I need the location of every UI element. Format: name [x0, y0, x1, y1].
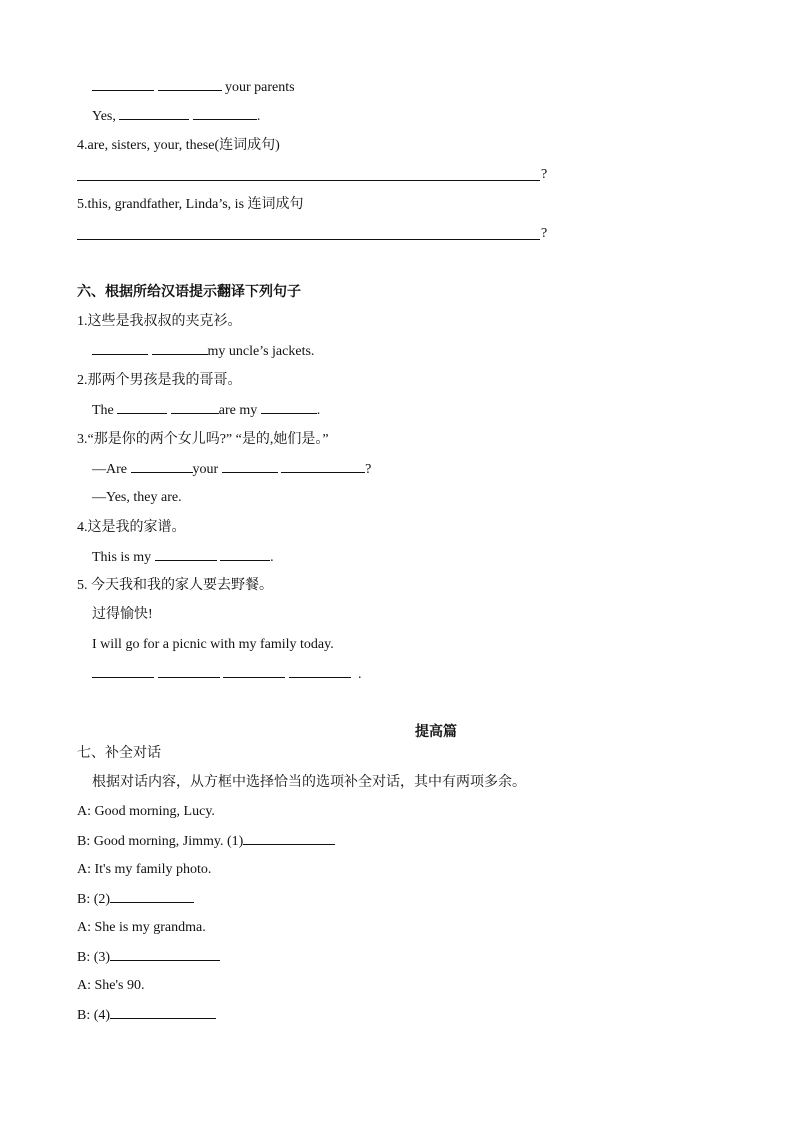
s6-item4-en: This is my .: [92, 550, 274, 565]
dialog-text: B: (2): [77, 892, 111, 907]
s6-item3-end: ?: [365, 462, 372, 477]
blank[interactable]: [131, 460, 193, 473]
q3-tail: your parents: [225, 80, 295, 95]
blank[interactable]: [119, 107, 189, 120]
blank[interactable]: [155, 548, 217, 561]
section6-title: 六、根据所给汉语提示翻译下列句子: [77, 285, 301, 300]
s6-item5-en: I will go for a picnic with my family today.: [92, 637, 334, 652]
dialog-text: B: (4): [77, 1008, 111, 1023]
blank[interactable]: [281, 460, 365, 473]
q5-prompt: 5.this, grandfather, Linda’s, is 连词成句: [77, 197, 304, 212]
s6-item3-answer: —Yes, they are.: [92, 490, 182, 505]
blank-1[interactable]: [243, 832, 335, 845]
q3-answer-line: Yes, .: [92, 109, 261, 124]
q3-yes: Yes,: [92, 109, 116, 124]
s6-item5-cn2: 过得愉快!: [92, 607, 153, 622]
s6-item2-cn: 2.那两个男孩是我的哥哥。: [77, 373, 242, 388]
blank-4[interactable]: [110, 1006, 216, 1019]
s6-item5-blanks: .: [92, 665, 362, 684]
blank[interactable]: [152, 342, 208, 355]
dialog-line: A: Good morning, Lucy.: [77, 804, 215, 819]
section7-instruction: 根据对话内容，从方框中选择恰当的选项补全对话，其中有两项多余。: [92, 775, 526, 790]
blank[interactable]: [158, 665, 220, 678]
dialog-line: A: It's my family photo.: [77, 862, 212, 877]
q5-end: ?: [541, 226, 548, 241]
blank[interactable]: [289, 665, 351, 678]
blank[interactable]: [92, 342, 148, 355]
dialog-line: A: She's 90.: [77, 978, 145, 993]
s6-item4-word: This is my: [92, 550, 152, 565]
s6-item1-cn: 1.这些是我叔叔的夹克衫。: [77, 314, 242, 329]
blank[interactable]: [158, 78, 222, 91]
improve-title: 提高篇: [415, 725, 457, 740]
s6-item5-cn: 5. 今天我和我的家人要去野餐。: [77, 578, 273, 593]
s6-item1-en: [92, 342, 314, 361]
q4-end: ?: [541, 167, 548, 182]
dialog-line: A: She is my grandma.: [77, 920, 206, 935]
s6-item2-en: The are my .: [92, 403, 321, 418]
s6-item1-tail: my uncle’s jackets.: [207, 344, 315, 359]
s6-item4-cn: 4.这是我的家谱。: [77, 520, 186, 535]
dialog-line: [77, 948, 220, 967]
dialog-line: [77, 890, 194, 909]
blank[interactable]: [92, 78, 154, 91]
s6-item3-word: your: [192, 462, 219, 477]
blank[interactable]: [92, 665, 154, 678]
blank-2[interactable]: [110, 890, 194, 903]
blank[interactable]: [261, 401, 317, 414]
q3-line: [92, 78, 295, 97]
s6-item2-word: The: [92, 403, 114, 418]
dialog-line: [77, 1006, 216, 1025]
q4-answer-line[interactable]: [77, 180, 540, 181]
s6-item3-question: [92, 460, 371, 479]
s6-item3-cn: 3.“那是你的两个女儿吗?” “是的,她们是。”: [77, 432, 329, 447]
s6-item2-word: are my: [218, 403, 258, 418]
blank[interactable]: [223, 665, 285, 678]
q5-answer-line[interactable]: [77, 239, 540, 240]
q4-prompt: 4.are, sisters, your, these(连词成句): [77, 138, 280, 153]
blank[interactable]: [171, 401, 219, 414]
dialog-line: [77, 832, 335, 851]
dialog-text: B: Good morning, Jimmy. (1): [77, 834, 244, 849]
blank[interactable]: [117, 401, 167, 414]
blank-3[interactable]: [110, 948, 220, 961]
blank[interactable]: [193, 107, 257, 120]
s6-item3-word: —Are: [92, 462, 127, 477]
blank[interactable]: [220, 548, 270, 561]
section7-title: 七、补全对话: [77, 746, 161, 761]
blank[interactable]: [222, 460, 278, 473]
dialog-text: B: (3): [77, 950, 111, 965]
